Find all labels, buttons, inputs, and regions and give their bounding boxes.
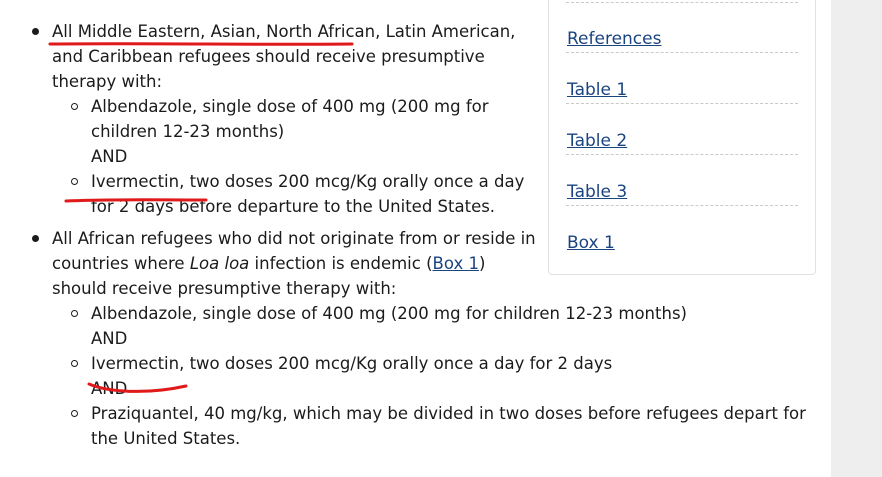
sidebar-link-table-1[interactable]: Table 1 [567,80,628,100]
sidebar-item-box-1 [566,206,798,257]
item1-text-a: All Middle Eastern, Asian, North African [52,22,376,41]
sidebar-item-table-3 [566,155,798,206]
and-label: AND [91,329,128,348]
item1-albendazole: Albendazole, single dose of 400 mg (200 mg for children 12-23 months) [91,97,489,141]
and-label: AND [91,379,128,398]
item2-sublist [52,301,812,451]
sidebar-navigation [548,0,816,275]
item2-text-b: infection is endemic ( [249,254,433,273]
sidebar-link-references[interactable]: References [567,29,662,49]
list-item [52,401,812,451]
item2-loa-loa: Loa loa [189,254,250,273]
sidebar-item-references [566,2,798,53]
sidebar-link-table-2[interactable]: Table 2 [567,131,628,151]
item2-text-c: ) should receive presumptive therapy with: [52,254,486,298]
item2-text-a: All African refugees who did not originate from or reside in countries where [52,229,536,273]
box1-inline-link[interactable]: Box 1 [432,254,479,273]
list-item [52,351,812,401]
and-label: AND [91,147,128,166]
list-item [0,19,540,219]
item1-sublist [52,94,540,219]
list-item [0,226,806,451]
sidebar-link-table-3[interactable]: Table 3 [567,182,628,202]
page-gutter [831,0,882,477]
list-item [52,94,540,169]
list-item [52,301,812,351]
sidebar-link-box-1[interactable]: Box 1 [567,233,615,253]
item1-ivermectin-b: doses 200 mcg/Kg orally once a day for 2 days before departure to the United States. [91,172,525,216]
item2-ivermectin-a: Ivermectin, [91,354,185,373]
sidebar-item-table-2 [566,104,798,155]
list-item [52,169,540,219]
item1-ivermectin-a: Ivermectin, two [91,172,220,191]
item1-text-b: , Latin American, and Caribbean refugees should receive presumptive therapy with: [52,22,516,91]
item2-ivermectin-b: two doses 200 mcg/Kg orally once a day for 2 days [184,354,613,373]
sidebar-item-table-1 [566,53,798,104]
item2-albendazole: Albendazole, single dose of 400 mg (200 mg for children 12-23 months) [91,304,687,323]
item2-praziquantel: Praziquantel, 40 mg/kg, which may be divided in two doses before refugees depart for the United States. [91,404,806,448]
